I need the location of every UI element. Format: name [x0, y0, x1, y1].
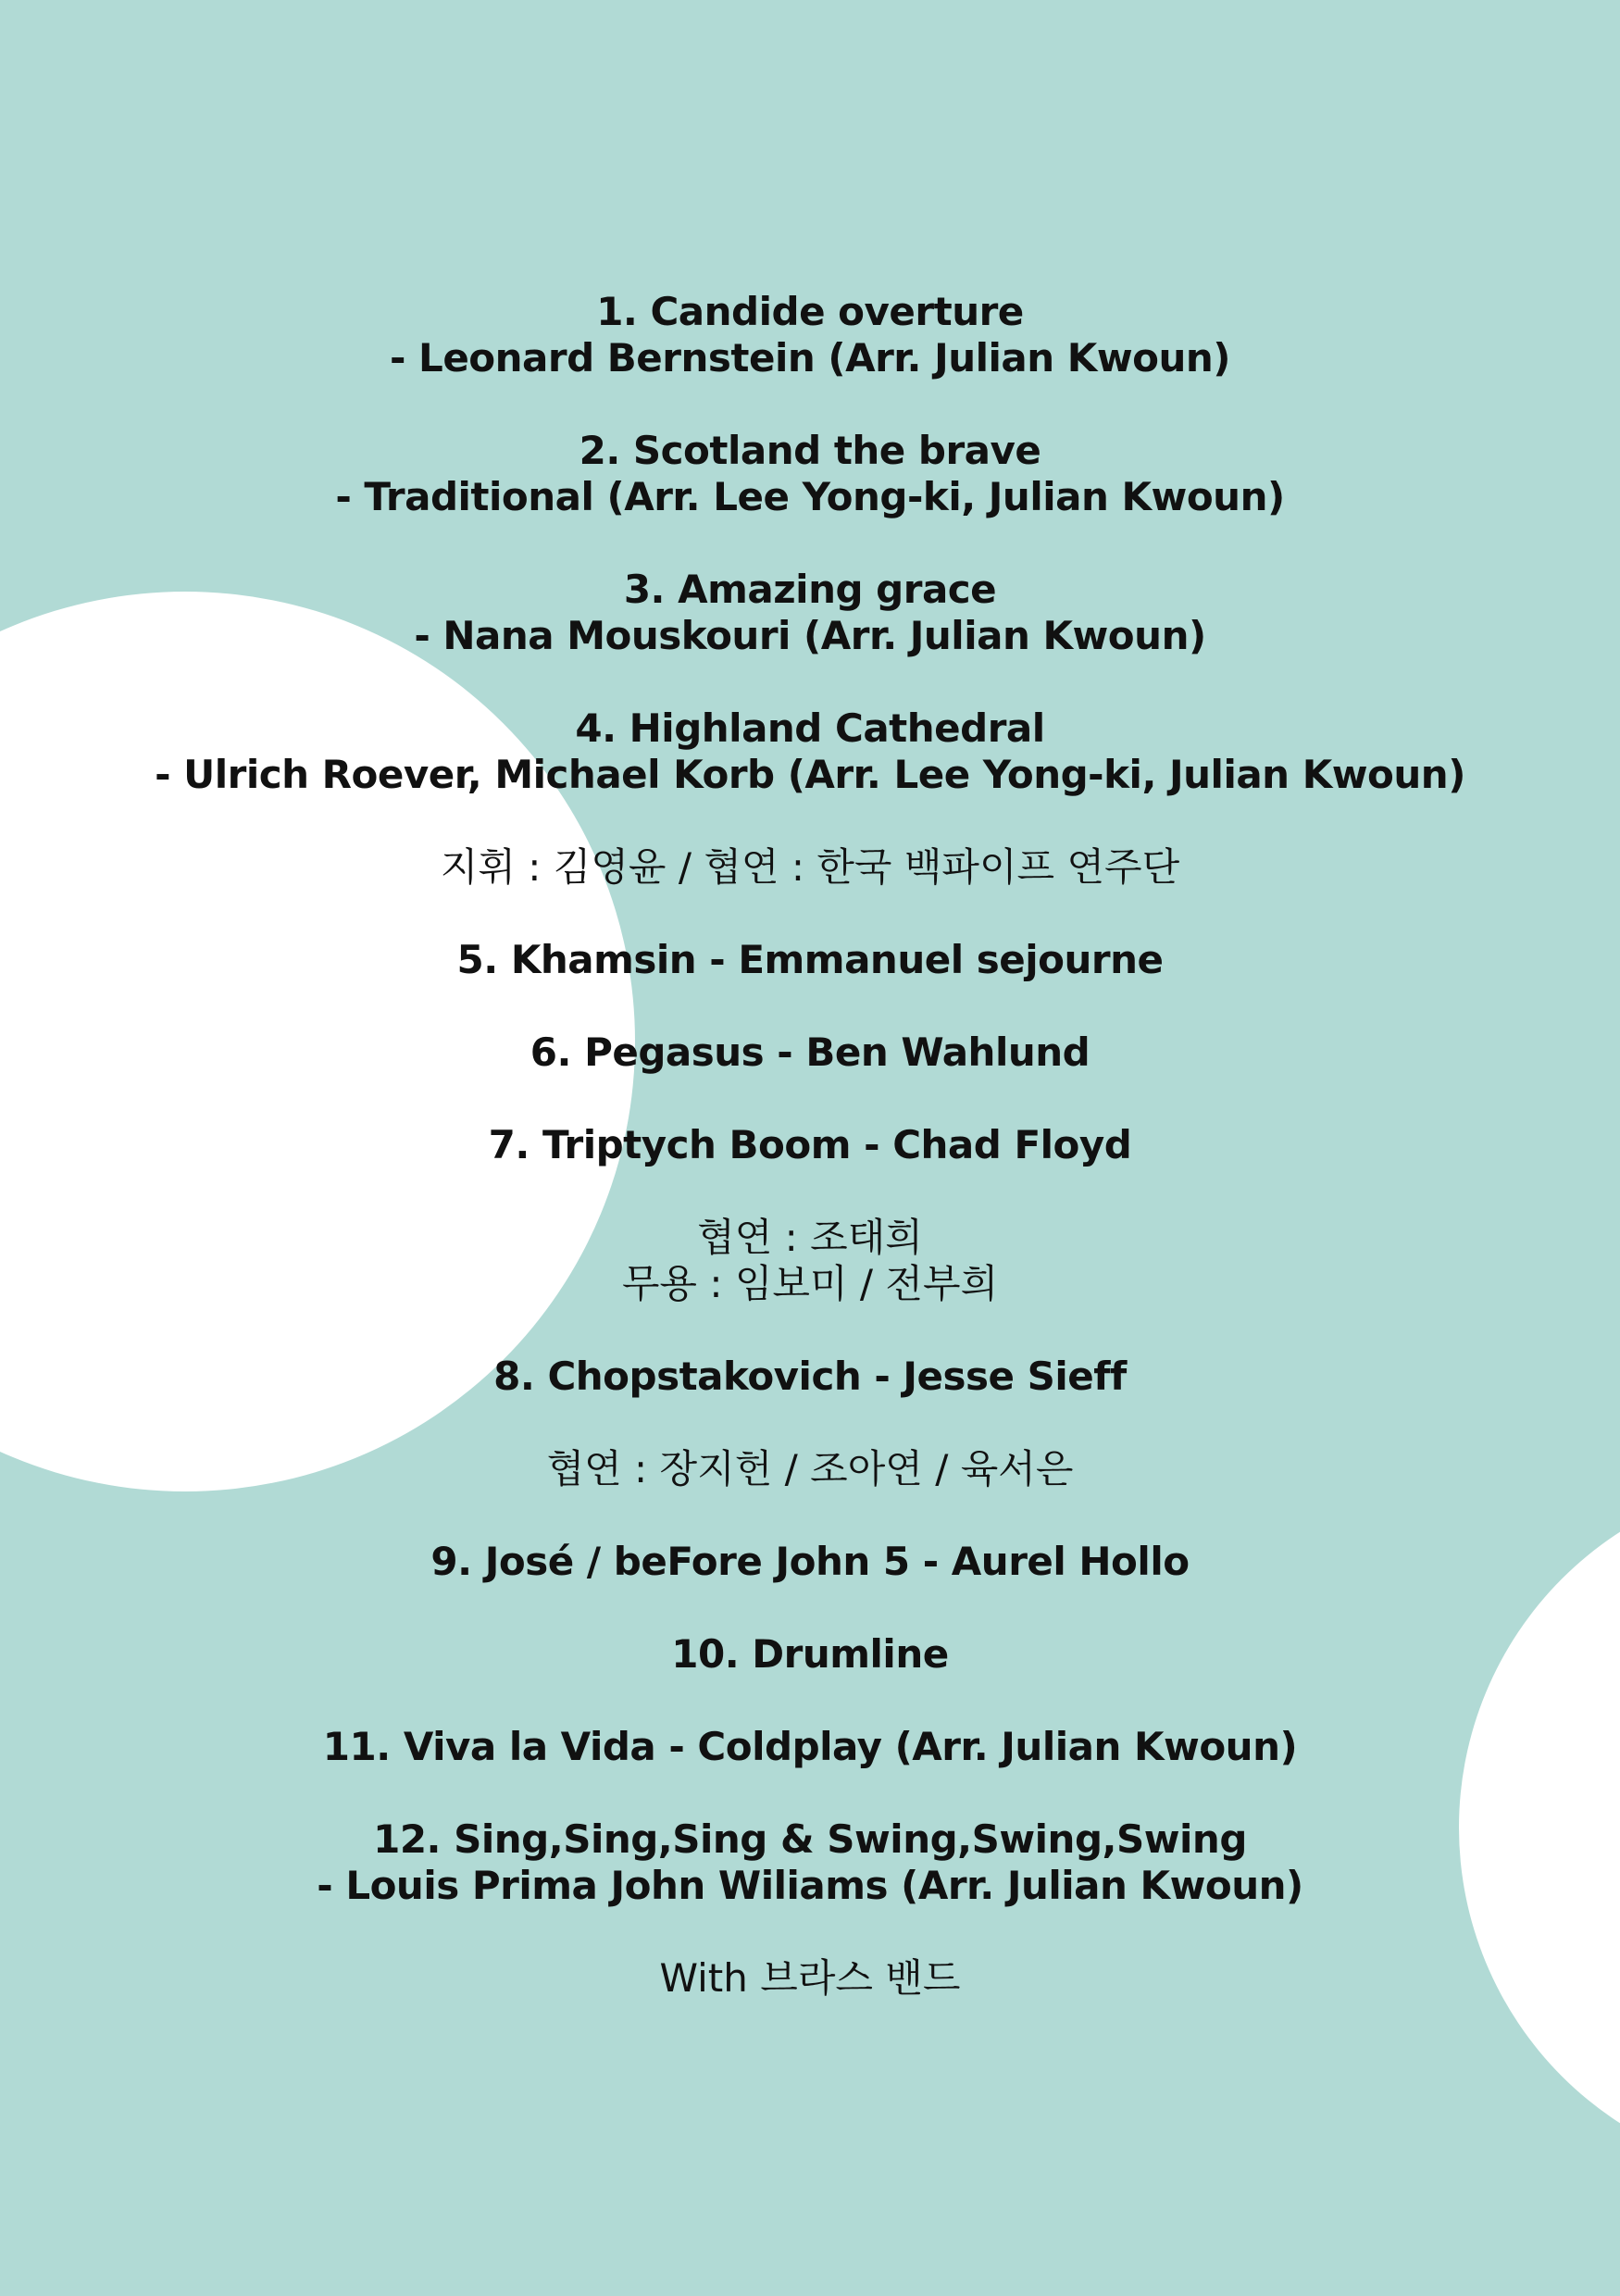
- performer-note: 무용 : 임보미 / 전부희: [621, 1261, 999, 1306]
- program-item-title: 4. Highland Cathedral: [575, 705, 1045, 751]
- program-item-title: 5. Khamsin - Emmanuel sejourne: [456, 937, 1164, 982]
- program-item-credit: - Louis Prima John Wiliams (Arr. Julian Kwoun): [317, 1863, 1303, 1908]
- program-item-title: 11. Viva la Vida - Coldplay (Arr. Julian Kwoun): [322, 1724, 1298, 1769]
- performer-note: 지휘 : 김영윤 / 협연 : 한국 백파이프 연주단: [440, 844, 1180, 890]
- program-item-credit: - Traditional (Arr. Lee Yong-ki, Julian Kwoun): [335, 474, 1285, 519]
- performer-note: 협연 : 조태희: [697, 1215, 923, 1260]
- program-item-title: 6. Pegasus - Ben Wahlund: [530, 1029, 1090, 1075]
- program-item-credit: - Nana Mouskouri (Arr. Julian Kwoun): [414, 613, 1206, 658]
- program-item-credit: - Leonard Bernstein (Arr. Julian Kwoun): [390, 335, 1230, 381]
- performer-note: 협연 : 장지헌 / 조아연 / 육서은: [546, 1446, 1074, 1491]
- finale-note: With 브라스 밴드: [659, 1955, 961, 2001]
- program-item-title: 9. José / beFore John 5 - Aurel Hollo: [430, 1539, 1190, 1584]
- program-item-title: 7. Triptych Boom - Chad Floyd: [488, 1122, 1132, 1167]
- program-item-title: 10. Drumline: [671, 1631, 949, 1677]
- program-item-title: 1. Candide overture: [596, 289, 1024, 334]
- program-item-title: 8. Chopstakovich - Jesse Sieff: [493, 1354, 1127, 1399]
- program-item-title: 2. Scotland the brave: [579, 428, 1041, 473]
- program-item-title: 3. Amazing grace: [623, 567, 997, 612]
- program-item-credit: - Ulrich Roever, Michael Korb (Arr. Lee Yong-ki, Julian Kwoun): [155, 752, 1465, 797]
- program-item-title: 12. Sing,Sing,Sing & Swing,Swing,Swing: [373, 1816, 1247, 1862]
